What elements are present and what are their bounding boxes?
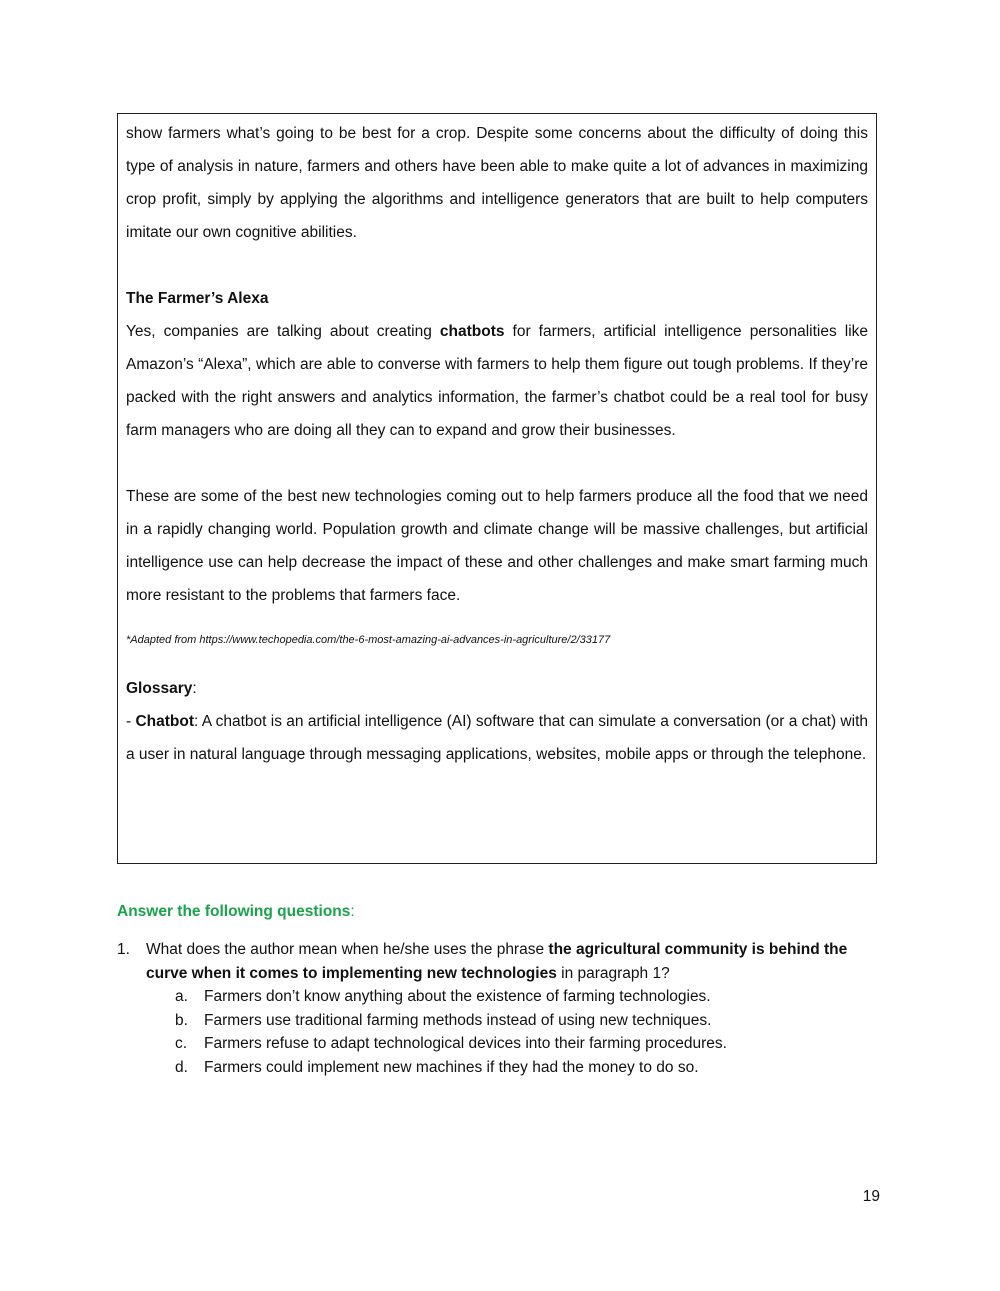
section-heading: The Farmer’s Alexa <box>126 290 269 307</box>
answer-option-a[interactable] <box>175 985 879 1009</box>
closing-paragraph: These are some of the best new technologies coming out to help farmers produce all the food that we need in a rapidly changing world. Population growth and climate change will be massive challenges, but artificial intelligence use can help decrease the impact of these and other challenges and make smart farming much more resistant to the problems that farmers face. <box>126 488 868 604</box>
intro-paragraph: show farmers what’s going to be best for a crop. Despite some concerns about the difficulty of doing this type of analysis in nature, farmers and others have been able to make quite a lot of advances in maximizing crop profit, simply by applying the algorithms and intelligence generators that are built to help computers imitate our own cognitive abilities. <box>126 125 868 241</box>
option-text: Farmers don’t know anything about the existence of farming technologies. <box>204 988 711 1005</box>
glossary-term: Chatbot <box>135 713 195 730</box>
option-letter: c. <box>175 1035 188 1052</box>
option-text: Farmers refuse to adapt technological devices into their farming procedures. <box>204 1035 727 1052</box>
answer-options <box>117 985 879 1079</box>
reading-text-box <box>117 113 877 864</box>
glossary-entry <box>126 705 868 771</box>
alexa-text-end: for farmers, artificial intelligence personalities like Amazon’s “Alexa”, which are able to converse with farmers to help them figure out tough problems. If they’re packed with the right answers and analytics information, the farmer’s chatbot could be a real tool for busy farm managers who are doing all they can to expand and grow their businesses. <box>126 323 869 439</box>
questions-title-text: Answer the following questions <box>117 903 351 920</box>
source-note: *Adapted from https://www.techopedia.com/the-6-most-amazing-ai-advances-in-agriculture/2/33177 <box>126 634 611 646</box>
answer-option-d[interactable] <box>175 1056 879 1080</box>
question-text <box>146 938 879 985</box>
question-text-start: What does the author mean when he/she uses the phrase <box>146 941 549 958</box>
answer-option-b[interactable] <box>175 1009 879 1033</box>
question-text-end: in paragraph 1? <box>556 964 670 982</box>
question-quoted-phrase: the agricultural community is behind the curve when it comes to implementing new technologies <box>146 941 848 982</box>
option-text: Farmers use traditional farming methods instead of using new techniques. <box>204 1011 712 1029</box>
answer-option-c[interactable] <box>175 1032 879 1056</box>
alexa-paragraph <box>126 315 868 447</box>
glossary-dash: - <box>126 713 136 730</box>
option-letter: d. <box>175 1058 188 1076</box>
questions-title <box>117 900 879 924</box>
option-text: Farmers could implement new machines if they had the money to do so. <box>204 1058 699 1076</box>
glossary-definition: : A chatbot is an artificial intelligence (AI) software that can simulate a conversation (or a chat) with a user in natural language through messaging applications, websites, mobile apps or through the telephone. <box>126 713 868 763</box>
question-number: 1. <box>117 941 130 958</box>
chatbots-bold: chatbots <box>439 323 505 340</box>
page-number: 19 <box>862 1188 880 1205</box>
option-letter: a. <box>175 988 188 1005</box>
alexa-text-start: Yes, companies are talking about creating <box>126 323 440 340</box>
glossary-title-colon: : <box>192 680 197 697</box>
glossary-title-text: Glossary <box>126 680 193 697</box>
option-letter: b. <box>175 1011 188 1029</box>
glossary-title <box>126 672 868 705</box>
question-item <box>117 938 879 985</box>
questions-title-colon: : <box>350 903 355 920</box>
questions-section <box>117 900 879 1079</box>
